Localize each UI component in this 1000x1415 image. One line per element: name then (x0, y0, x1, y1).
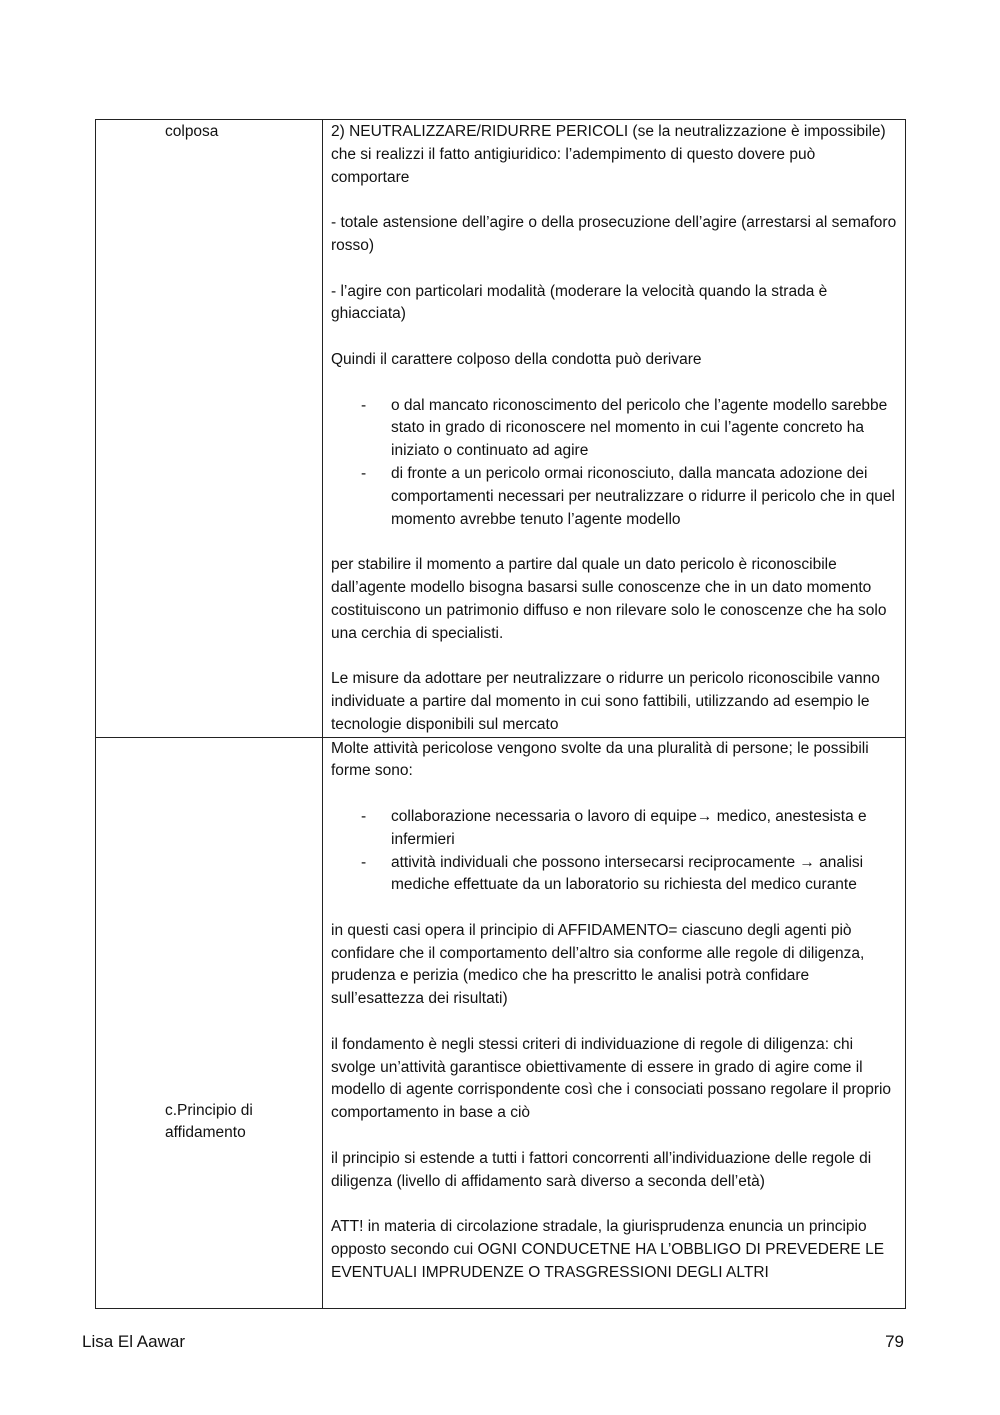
bullet-list (331, 806, 897, 897)
paragraph: per stabilire il momento a partire dal quale un dato pericolo è riconoscibile dall’agente modello bisogna basarsi sulle conoscenze che in un dato momento costituiscono un patrimonio diffuso e non rilevare solo le conoscenze che ha solo una cerchia di specialisti. (331, 556, 887, 642)
paragraph: ATT! in materia di circolazione stradale, la giurisprudenza enuncia un principio opposto secondo cui OGNI CONDUCETNE HA L’OBBLIGO DI PREVEDERE LE EVENTUALI IMPRUDENZE O TRASGRESSIONI DEGLI ALTRI (331, 1218, 885, 1281)
bullet-marker: - (361, 396, 367, 414)
row-label: colposa (165, 123, 219, 140)
paragraph: Le misure da adottare per neutralizzare o ridurre un pericolo riconoscibile vanno individuate a partire dal momento in cui sono fattibili, utilizzando ad esempio le tecnologie disponibili sul mercato (331, 670, 880, 733)
list-item (331, 395, 897, 463)
notes-table (95, 119, 906, 1309)
row-label-cell (96, 120, 323, 738)
row-content-cell (323, 737, 906, 1308)
paragraph: - totale astensione dell’agire o della prosecuzione dell’agire (arrestarsi al semaforo rosso) (331, 214, 897, 254)
list-item (331, 463, 897, 531)
bullet-marker: - (361, 807, 367, 825)
table-row (96, 120, 906, 738)
bullet-list (331, 395, 897, 532)
list-item (331, 806, 897, 852)
row-label-cell (96, 737, 323, 1308)
list-item (331, 852, 897, 898)
paragraph: Molte attività pericolose vengono svolte da una pluralità di persone; le possibili forme sono: (331, 739, 869, 780)
row-content-cell (323, 120, 906, 738)
list-item-text: attività individuali che possono intersecarsi reciprocamente → analisi mediche effettuate da un laboratorio su richiesta del medico curante (391, 853, 864, 894)
paragraph: 2) NEUTRALIZZARE/RIDURRE PERICOLI (se la neutralizzazione è impossibile) che si realizzi il fatto antigiuridico: l’adempimento di questo dovere può comportare (331, 123, 886, 186)
table-row (96, 737, 906, 1308)
row-label: c.Principio di affidamento (165, 1101, 253, 1142)
paragraph: in questi casi opera il principio di AFFIDAMENTO= ciascuno degli agenti piò confidare che il comportamento dell’altro sia conforme alle regole di diligenza, prudenza e perizia (medico che ha prescritto le analisi potrà confidare sull’esattezza dei risultati) (331, 921, 865, 1008)
bullet-marker: - (361, 464, 367, 482)
list-item-text: collaborazione necessaria o lavoro di equipe→ medico, anestesista e infermieri (391, 807, 867, 848)
list-item-text: o dal mancato riconoscimento del pericolo che l’agente modello sarebbe stato in grado di riconoscere nel momento in cui l’agente concreto ha iniziato o continuato ad agire (391, 396, 888, 460)
footer-author: Lisa El Aawar (82, 1332, 185, 1351)
paragraph: il principio si estende a tutti i fattori concorrenti all’individuazione delle regole di diligenza (livello di affidamento sarà diverso a seconda dell’età) (331, 1149, 872, 1190)
list-item-text: di fronte a un pericolo ormai riconosciuto, dalla mancata adozione dei comportamenti necessari per neutralizzare o ridurre il pericolo che in quel momento avrebbe tenuto l’agente modello (391, 464, 895, 528)
paragraph: - l’agire con particolari modalità (moderare la velocità quando la strada è ghiacciata) (331, 282, 828, 323)
paragraph: Quindi il carattere colposo della condotta può derivare (331, 350, 702, 368)
page-number: 79 (885, 1332, 904, 1351)
bullet-marker: - (361, 853, 367, 871)
paragraph: il fondamento è negli stessi criteri di individuazione di regole di diligenza: chi svolge un’attività garantisce obiettivamente di essere in grado di agire come il modello di agente corrispondente così che i consociati possano regolare il proprio comportamento in base a ciò (331, 1035, 892, 1122)
